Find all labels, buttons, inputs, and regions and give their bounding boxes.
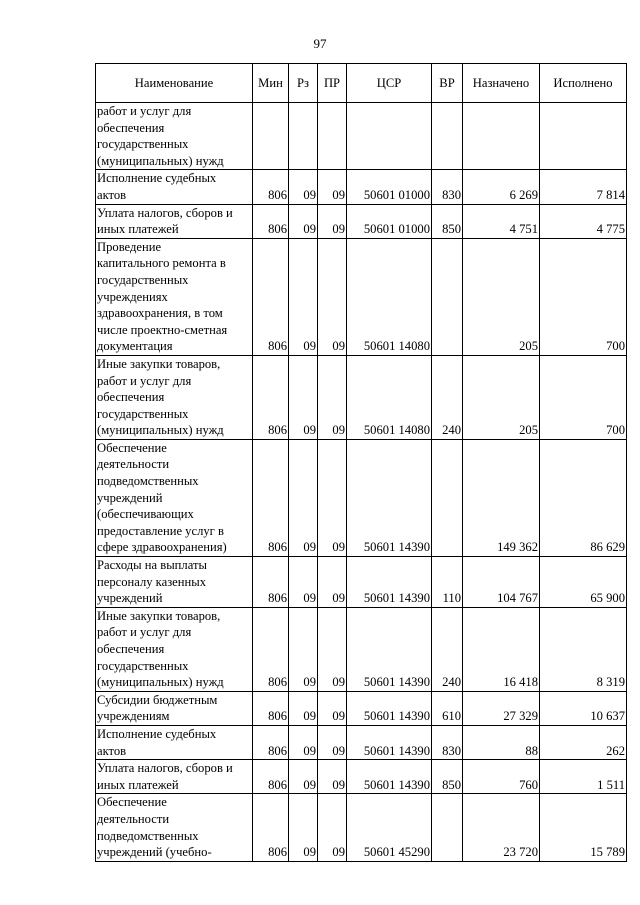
- cell-rz: 09: [289, 794, 318, 861]
- table-body: [96, 103, 627, 862]
- cell-csr: 50601 14390: [347, 760, 432, 794]
- header-vr: ВР: [432, 64, 463, 103]
- cell-rz: 09: [289, 170, 318, 204]
- header-ispolneno: Исполнено: [540, 64, 627, 103]
- cell-naznacheno: [463, 103, 540, 170]
- cell-rz: 09: [289, 725, 318, 759]
- cell-vr: 110: [432, 557, 463, 608]
- cell-name: Расходы на выплаты персоналу казенных учреждений: [96, 557, 253, 608]
- cell-ispolneno: 7 814: [540, 170, 627, 204]
- cell-vr: [432, 103, 463, 170]
- cell-ispolneno: 15 789: [540, 794, 627, 861]
- cell-vr: [432, 238, 463, 355]
- cell-vr: 610: [432, 691, 463, 725]
- table-row: [96, 557, 627, 608]
- cell-name: Проведение капитального ремонта в государственных учреждениях здравоохранения, в том числе проектно-сметная документация: [96, 238, 253, 355]
- page-number: 97: [313, 36, 327, 51]
- cell-min: 806: [253, 204, 289, 238]
- table-row: [96, 170, 627, 204]
- cell-name: Обеспечение деятельности подведомственных учреждений (обеспечивающих предоставление услуг в сфере здравоохранения): [96, 439, 253, 556]
- cell-ispolneno: 1 511: [540, 760, 627, 794]
- cell-pr: 09: [318, 355, 347, 439]
- cell-csr: 50601 14390: [347, 439, 432, 556]
- header-name: Наименование: [96, 64, 253, 103]
- cell-vr: 240: [432, 607, 463, 691]
- header-pr: ПР: [318, 64, 347, 103]
- cell-csr: 50601 45290: [347, 794, 432, 861]
- cell-rz: 09: [289, 204, 318, 238]
- cell-csr: 50601 14390: [347, 691, 432, 725]
- cell-naznacheno: 16 418: [463, 607, 540, 691]
- budget-table: [95, 63, 627, 862]
- cell-naznacheno: 149 362: [463, 439, 540, 556]
- cell-min: 806: [253, 691, 289, 725]
- cell-name: Иные закупки товаров, работ и услуг для обеспечения государственных (муниципальных) нужд: [96, 607, 253, 691]
- cell-name: Уплата налогов, сборов и иных платежей: [96, 760, 253, 794]
- table-row: [96, 794, 627, 861]
- cell-pr: 09: [318, 439, 347, 556]
- cell-csr: 50601 14390: [347, 725, 432, 759]
- cell-min: 806: [253, 355, 289, 439]
- cell-rz: 09: [289, 607, 318, 691]
- cell-min: 806: [253, 725, 289, 759]
- cell-name: Исполнение судебных актов: [96, 170, 253, 204]
- cell-pr: 09: [318, 238, 347, 355]
- table-row: [96, 204, 627, 238]
- cell-vr: 240: [432, 355, 463, 439]
- table-row: [96, 439, 627, 556]
- header-min: Мин: [253, 64, 289, 103]
- cell-ispolneno: 86 629: [540, 439, 627, 556]
- cell-csr: 50601 14390: [347, 557, 432, 608]
- cell-ispolneno: 4 775: [540, 204, 627, 238]
- cell-min: 806: [253, 170, 289, 204]
- cell-naznacheno: 6 269: [463, 170, 540, 204]
- cell-pr: 09: [318, 691, 347, 725]
- cell-min: 806: [253, 557, 289, 608]
- cell-pr: 09: [318, 170, 347, 204]
- cell-pr: [318, 103, 347, 170]
- cell-rz: 09: [289, 439, 318, 556]
- cell-ispolneno: 65 900: [540, 557, 627, 608]
- cell-name: Уплата налогов, сборов и иных платежей: [96, 204, 253, 238]
- cell-rz: 09: [289, 557, 318, 608]
- cell-rz: 09: [289, 691, 318, 725]
- cell-csr: 50601 14080: [347, 238, 432, 355]
- cell-csr: 50601 01000: [347, 204, 432, 238]
- cell-naznacheno: 23 720: [463, 794, 540, 861]
- cell-ispolneno: 262: [540, 725, 627, 759]
- cell-naznacheno: 760: [463, 760, 540, 794]
- cell-ispolneno: [540, 103, 627, 170]
- header-csr: ЦСР: [347, 64, 432, 103]
- cell-vr: [432, 439, 463, 556]
- cell-pr: 09: [318, 557, 347, 608]
- cell-ispolneno: 10 637: [540, 691, 627, 725]
- cell-vr: 830: [432, 725, 463, 759]
- cell-pr: 09: [318, 794, 347, 861]
- table-header: [96, 64, 627, 103]
- cell-pr: 09: [318, 725, 347, 759]
- cell-vr: 830: [432, 170, 463, 204]
- cell-min: 806: [253, 439, 289, 556]
- table-row: [96, 355, 627, 439]
- cell-name: Иные закупки товаров, работ и услуг для обеспечения государственных (муниципальных) нужд: [96, 355, 253, 439]
- cell-pr: 09: [318, 760, 347, 794]
- cell-min: 806: [253, 238, 289, 355]
- cell-rz: 09: [289, 238, 318, 355]
- header-naznacheno: Назначено: [463, 64, 540, 103]
- table-row: [96, 103, 627, 170]
- cell-csr: 50601 14390: [347, 607, 432, 691]
- cell-naznacheno: 104 767: [463, 557, 540, 608]
- cell-csr: [347, 103, 432, 170]
- cell-naznacheno: 27 329: [463, 691, 540, 725]
- table-row: [96, 760, 627, 794]
- cell-vr: 850: [432, 760, 463, 794]
- cell-rz: 09: [289, 760, 318, 794]
- cell-vr: 850: [432, 204, 463, 238]
- cell-csr: 50601 01000: [347, 170, 432, 204]
- cell-name: Субсидии бюджетным учреждениям: [96, 691, 253, 725]
- table-row: [96, 691, 627, 725]
- cell-pr: 09: [318, 607, 347, 691]
- cell-ispolneno: 700: [540, 355, 627, 439]
- cell-rz: [289, 103, 318, 170]
- cell-rz: 09: [289, 355, 318, 439]
- cell-csr: 50601 14080: [347, 355, 432, 439]
- header-rz: Рз: [289, 64, 318, 103]
- cell-naznacheno: 4 751: [463, 204, 540, 238]
- cell-vr: [432, 794, 463, 861]
- cell-ispolneno: 700: [540, 238, 627, 355]
- cell-min: [253, 103, 289, 170]
- table-row: [96, 725, 627, 759]
- cell-name: Обеспечение деятельности подведомственных учреждений (учебно-: [96, 794, 253, 861]
- cell-min: 806: [253, 760, 289, 794]
- table-row: [96, 607, 627, 691]
- cell-name: работ и услуг для обеспечения государственных (муниципальных) нужд: [96, 103, 253, 170]
- cell-naznacheno: 205: [463, 238, 540, 355]
- cell-pr: 09: [318, 204, 347, 238]
- table-row: [96, 238, 627, 355]
- cell-min: 806: [253, 794, 289, 861]
- cell-name: Исполнение судебных актов: [96, 725, 253, 759]
- cell-naznacheno: 88: [463, 725, 540, 759]
- cell-min: 806: [253, 607, 289, 691]
- header-row: [96, 64, 627, 103]
- cell-naznacheno: 205: [463, 355, 540, 439]
- cell-ispolneno: 8 319: [540, 607, 627, 691]
